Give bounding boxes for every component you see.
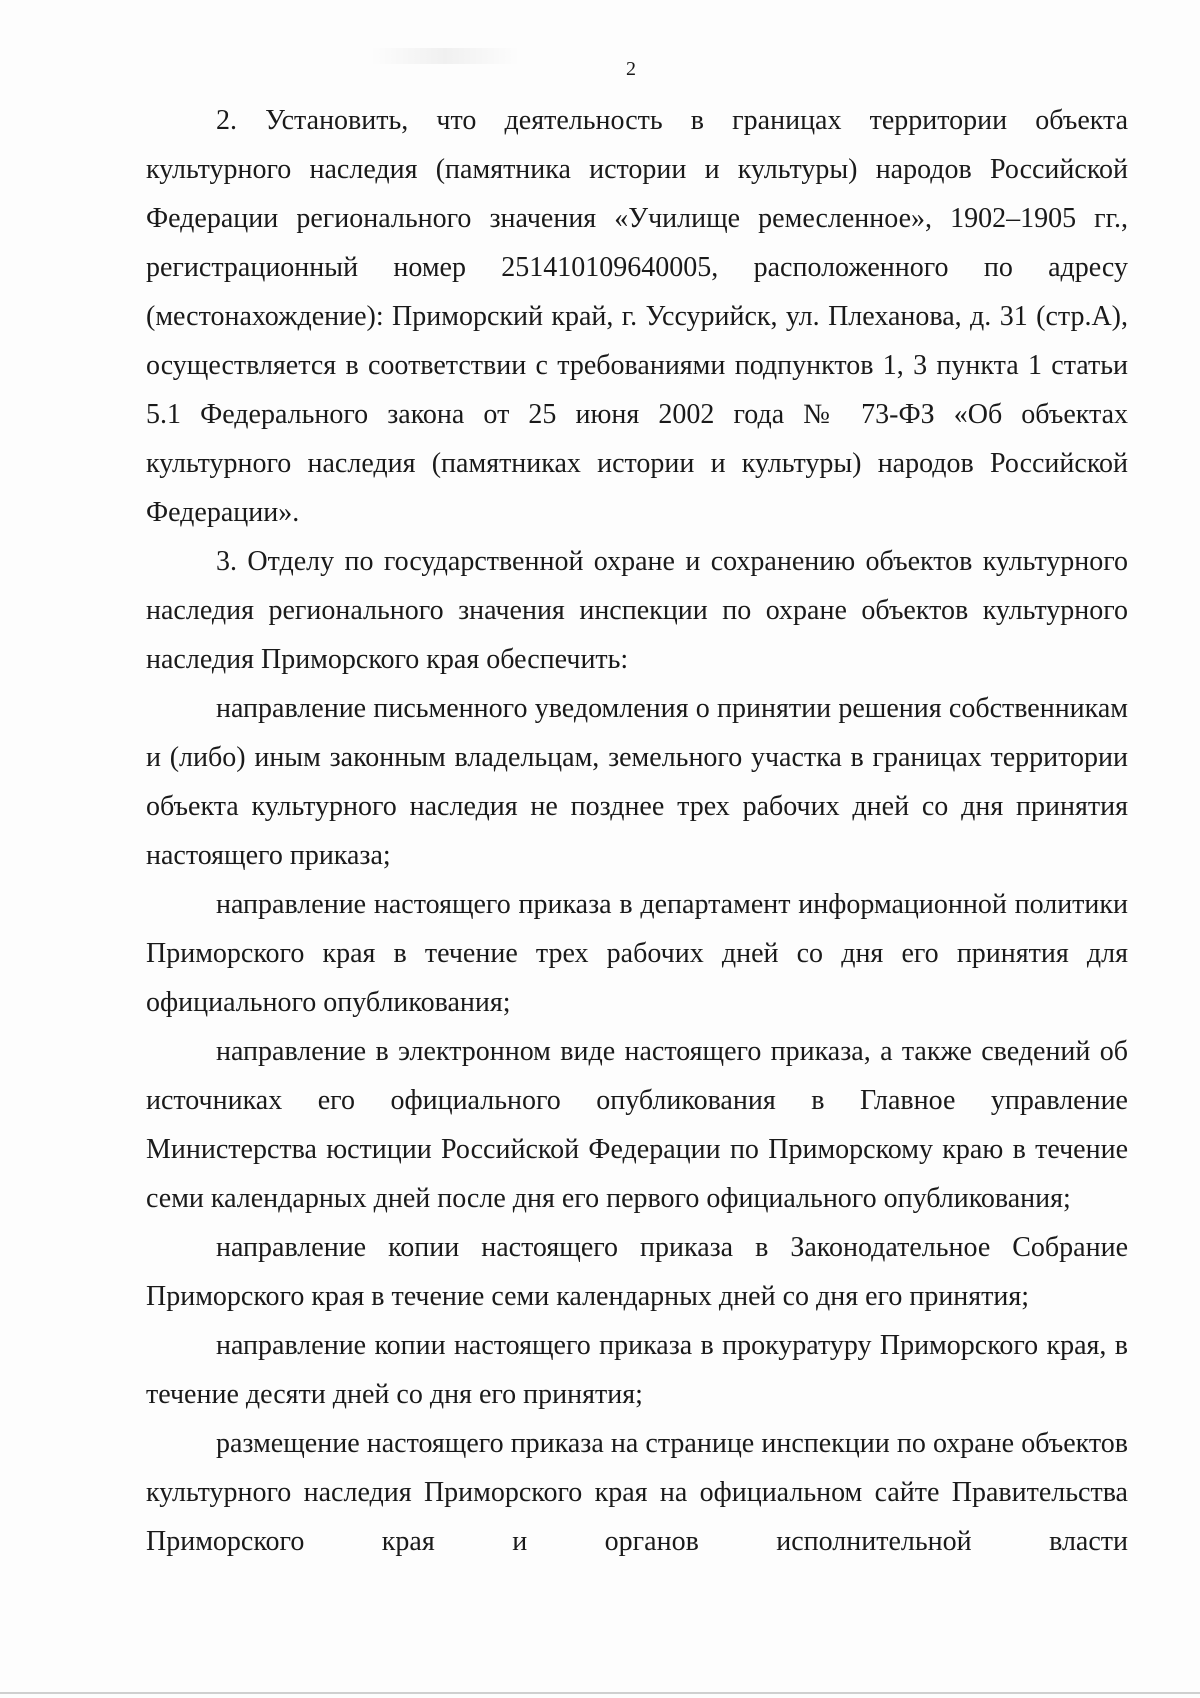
paragraph-ministry-of-justice: направление в электронном виде настоящего приказа, а также сведений об источниках его официального опубликования в Главное управление Министерства юстиции Российской Федерации по Приморскому краю в течение семи календарных дней после дня его первого официального опубликования;: [146, 1036, 1128, 1214]
paragraph-legislative-assembly: направление копии настоящего приказа в Законодательное Собрание Приморского края в течение семи календарных дней со дня его принятия;: [146, 1232, 1128, 1312]
paragraph-info-policy-department: направление настоящего приказа в департамент информационной политики Приморского края в течение трех рабочих дней со дня его принятия для официального опубликования;: [146, 889, 1128, 1018]
bottom-edge-line: [0, 1692, 1200, 1694]
paragraph-item-3: 3. Отделу по государственной охране и сохранению объектов культурного наследия регионального значения инспекции по охране объектов культурного наследия Приморского края обеспечить:: [146, 546, 1128, 675]
paragraph-website-posting: размещение настоящего приказа на странице инспекции по охране объектов культурного наследия Приморского края на официальном сайте Правительства Приморского края и органов исполнительной власти: [146, 1428, 1128, 1557]
paragraph-item-2: 2. Установить, что деятельность в границах территории объекта культурного наследия (памятника истории и культуры) народов Российской Федерации регионального значения «Училище ремесленное», 1902–1905 гг., регистрационный номер 251410109640005, расположенного по адресу (местонахождение): Приморский край, г. Уссурийск, ул. Плеханова, д. 31 (стр.А), осуществляется в соответствии с требованиями подпунктов 1, 3 пункта 1 статьи 5.1 Федерального закона от 25 июня 2002 года № 73-ФЗ «Об объектах культурного наследия (памятниках истории и культуры) народов Российской Федерации».: [146, 105, 1128, 528]
paragraph-prosecutor-office: направление копии настоящего приказа в прокуратуру Приморского края, в течение десяти дней со дня его принятия;: [146, 1330, 1128, 1410]
document-body: [146, 96, 1128, 1566]
page-number: 2: [626, 58, 636, 80]
paragraph-notification-owners: направление письменного уведомления о принятии решения собственникам и (либо) иным законным владельцам, земельного участка в границах территории объекта культурного наследия не позднее трех рабочих дней со дня принятия настоящего приказа;: [146, 693, 1128, 871]
